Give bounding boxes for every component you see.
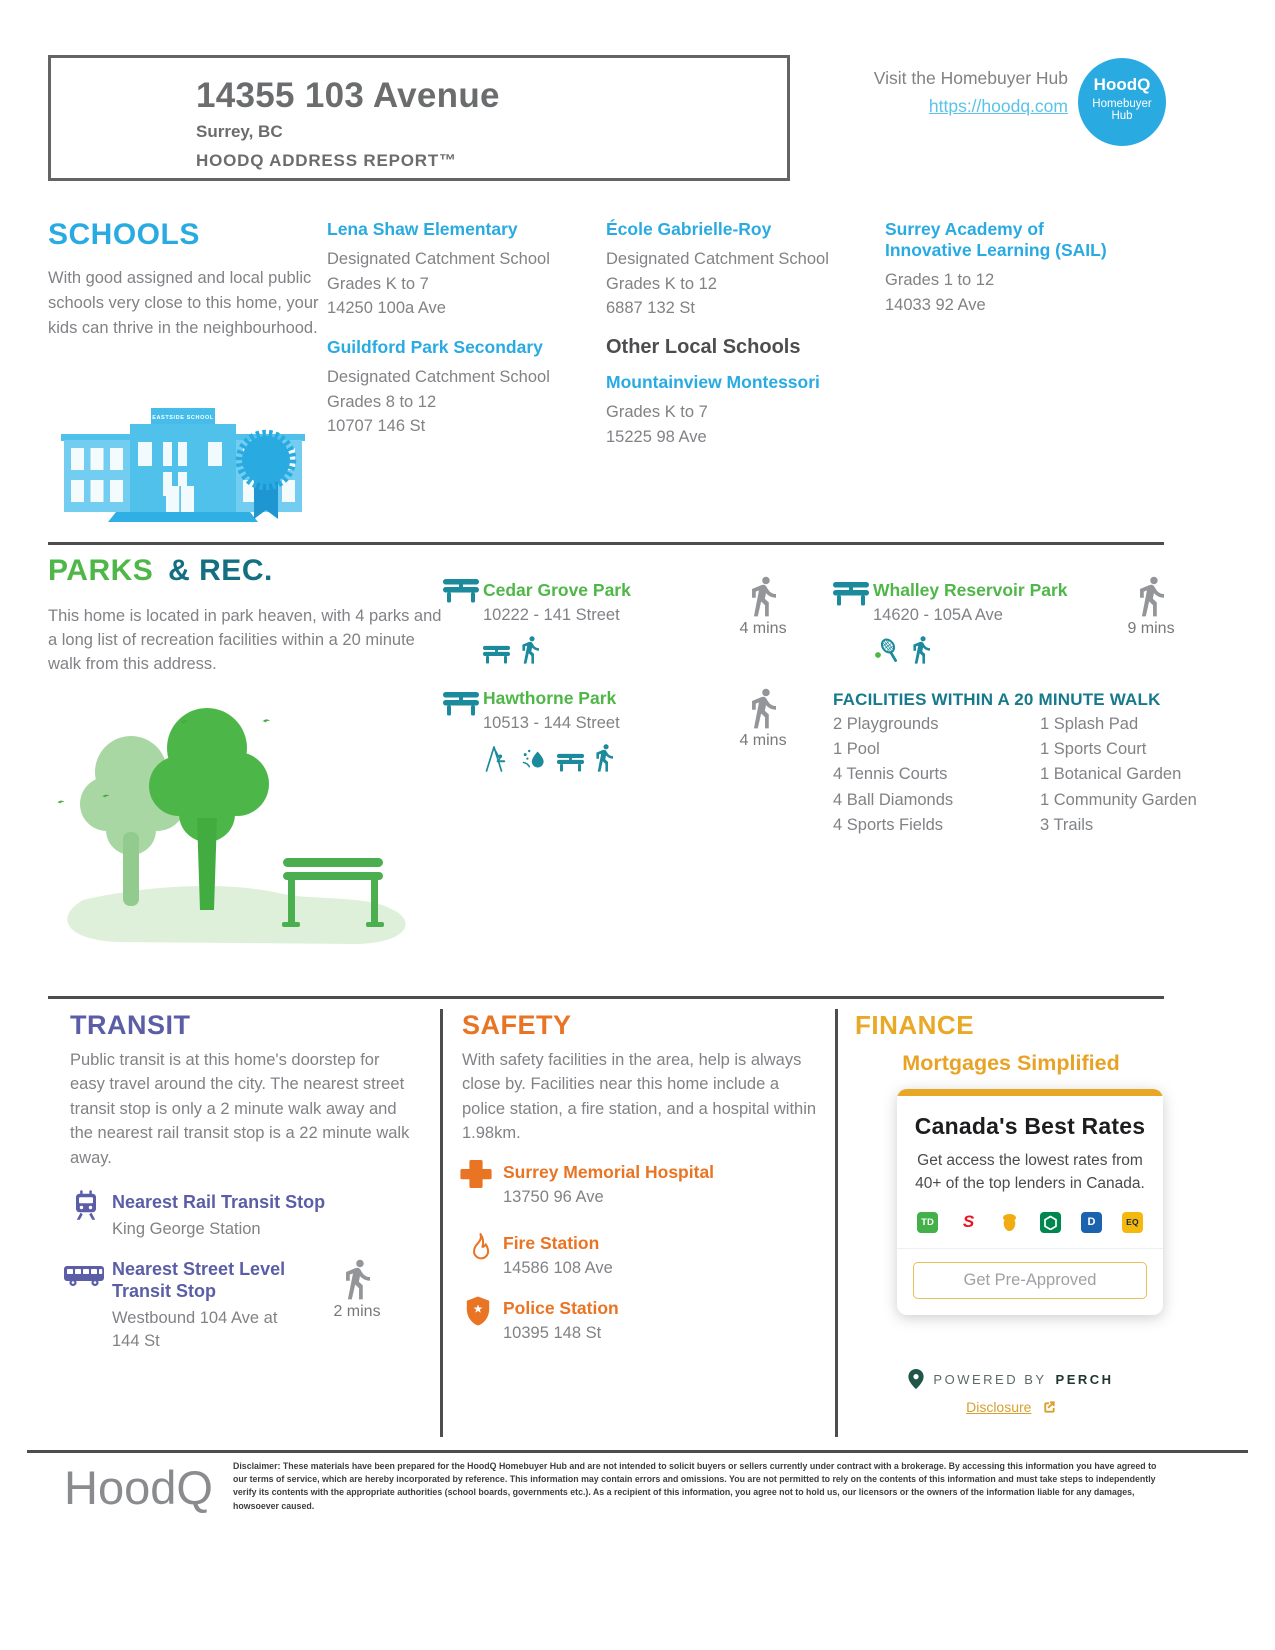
mortgage-rates-card — [897, 1089, 1163, 1315]
report-title: HOODQ ADDRESS REPORT™ — [196, 151, 457, 170]
school-entry-ecole-gabrielle-roy — [606, 219, 876, 321]
blue-d-lender-logo-icon: D — [1081, 1212, 1102, 1233]
pre-approved-button-area — [897, 1248, 1163, 1315]
fire-flame-icon — [467, 1231, 493, 1273]
homebuyer-hub-callout — [800, 68, 1068, 117]
rates-card-body: Get access the lowest rates from 40+ of the top lenders in Canada. — [915, 1152, 1145, 1193]
location-pin-icon — [908, 1369, 924, 1389]
external-link-icon — [1042, 1400, 1056, 1414]
park-address: 10513 - 144 Street — [483, 714, 620, 732]
park-name: Hawthorne Park — [483, 688, 617, 708]
park-bench-marker-icon — [443, 691, 479, 721]
facility-item: 1 Sports Court — [1040, 740, 1147, 759]
park-features — [483, 742, 723, 772]
facilities-heading: FACILITIES WITHIN A 20 MINUTE WALK — [833, 690, 1161, 709]
facilities-list-col1 — [833, 712, 953, 838]
facility-item: 1 Community Garden — [1040, 790, 1197, 809]
badge-line2: Homebuyer — [1092, 98, 1152, 110]
park-name: Whalley Reservoir Park — [873, 580, 1068, 600]
perch-brand: PERCH — [1055, 1371, 1114, 1387]
street-transit-stop — [112, 1258, 300, 1353]
rates-card-heading: Canada's Best Rates — [914, 1113, 1146, 1139]
school-grades: Grades K to 7 — [606, 403, 708, 421]
walk-time-street-stop — [328, 1258, 386, 1321]
walking-person-icon — [344, 1258, 370, 1300]
school-address: 14250 100a Ave — [327, 299, 446, 317]
rail-stop-label: Nearest Rail Transit Stop — [112, 1192, 326, 1212]
facility-item: 1 Botanical Garden — [1040, 765, 1182, 784]
school-type: Designated Catchment School — [327, 250, 550, 268]
footer-disclaimer: Disclaimer: These materials have been prepared for the HoodQ Homebuyer Hub and are not intended to solicit buyers or sellers currently under contract with a brokerage. By accessing this information you have agreed to our terms of service, which are hereby incorporated by reference. This information may contain errors and omissions. You are not permitted to rely on the contents of this information and must take steps to independently verify its contents with the appropriate authorities (school boards, governments etc.). As a recipient of this information, you agree not to hold us, our licensors or the owners of the information liable for any damages, howsoever caused. — [233, 1461, 1157, 1511]
walk-time-cedar-grove — [734, 575, 792, 638]
facility-item: 1 Splash Pad — [1040, 715, 1139, 733]
finance-section-title: FINANCE — [855, 1010, 975, 1040]
school-entry-guildford-park — [327, 337, 597, 439]
school-entry-mountainview — [606, 372, 876, 449]
schools-section-title: SCHOOLS — [48, 218, 200, 251]
badge-line3: Hub — [1111, 110, 1133, 122]
facility-item: 4 Sports Fields — [833, 815, 944, 834]
safety-facility-address: 13750 96 Ave — [503, 1188, 604, 1206]
walk-time-hawthorne — [734, 687, 792, 750]
safety-section-title: SAFETY — [462, 1010, 572, 1040]
award-starburst-icon — [242, 436, 290, 484]
splash-pad-icon — [520, 746, 546, 772]
visit-hub-text: Visit the Homebuyer Hub — [873, 68, 1068, 88]
facilities-list-col2 — [1040, 712, 1197, 838]
school-entry-sail — [885, 219, 1133, 317]
safety-entry-hospital — [503, 1162, 783, 1207]
powered-by-perch — [855, 1369, 1167, 1389]
parks-intro: This home is located in park heaven, with 4 parks and a long list of recreation facilities within a 20 minute walk from this address. — [48, 607, 442, 673]
safety-facility-name: Surrey Memorial Hospital — [503, 1162, 715, 1182]
school-building-icon — [58, 398, 308, 522]
walking-person-icon — [1138, 575, 1164, 617]
hoodq-logo: HoodQ — [64, 1461, 213, 1514]
card-accent-bar — [897, 1089, 1163, 1096]
park-illustration — [55, 700, 420, 953]
safety-intro: With safety facilities in the area, help is always close by. Facilities near this home include a police station, a fire station, and a hospital within 1.98km. — [462, 1051, 817, 1143]
td-bank-logo-icon: TD — [917, 1212, 938, 1233]
school-name: Guildford Park Secondary — [327, 337, 543, 357]
column-divider — [835, 1009, 838, 1437]
walk-time-label: 2 mins — [333, 1303, 381, 1320]
hiker-icon — [521, 635, 539, 664]
safety-entry-police — [503, 1298, 783, 1343]
column-divider — [440, 1009, 443, 1437]
street-stop-value: Westbound 104 Ave at 144 St — [112, 1309, 278, 1350]
safety-facility-address: 10395 148 St — [503, 1324, 602, 1342]
park-address: 14620 - 105A Ave — [873, 606, 1003, 624]
park-address: 10222 - 141 Street — [483, 606, 620, 624]
school-address: 14033 92 Ave — [885, 295, 986, 314]
walk-time-label: 4 mins — [739, 732, 787, 749]
swing-playground-icon — [483, 744, 509, 772]
parks-section-title — [48, 554, 273, 588]
address-header-box — [48, 55, 790, 181]
property-city: Surrey, BC — [196, 122, 283, 141]
school-grades: Grades K to 12 — [606, 274, 717, 293]
school-sign-text: EASTSIDE SCHOOL — [152, 415, 214, 421]
hiker-icon — [912, 635, 930, 664]
parks-title-secondary: & REC. — [168, 554, 273, 587]
school-building-illustration — [58, 398, 308, 527]
facility-item: 1 Pool — [833, 740, 880, 759]
walking-person-icon — [750, 687, 776, 729]
park-bench-marker-icon — [443, 578, 479, 608]
facility-item: 4 Tennis Courts — [833, 765, 948, 784]
section-divider — [48, 996, 1164, 999]
school-entry-lena-shaw — [327, 219, 597, 321]
bench-icon — [483, 645, 510, 664]
hospital-cross-icon — [458, 1156, 494, 1197]
school-name: Mountainview Montessori — [606, 372, 820, 392]
tennis-icon — [873, 637, 901, 664]
walk-time-whalley — [1122, 575, 1180, 638]
get-pre-approved-button[interactable]: Get Pre-Approved — [913, 1262, 1147, 1299]
school-address: 15225 98 Ave — [606, 427, 707, 446]
school-name: Lena Shaw Elementary — [327, 219, 518, 239]
park-entry-hawthorne — [483, 688, 723, 772]
school-name: Surrey Academy of Innovative Learning (SAIL) — [885, 219, 1107, 260]
school-grades: Grades 8 to 12 — [327, 392, 437, 411]
park-trees-bench-illustration — [55, 700, 420, 948]
park-features — [873, 634, 1123, 664]
safety-facility-name: Fire Station — [503, 1233, 600, 1253]
lender-logos-row — [917, 1212, 1143, 1233]
rail-stop-value: King George Station — [112, 1220, 261, 1238]
school-type: Designated Catchment School — [327, 368, 550, 386]
transit-intro: Public transit is at this home's doorstep for easy travel around the city. The nearest street transit stop is only a 2 minute walk away and the nearest rail transit stop is a 22 minute walk away. — [70, 1051, 410, 1167]
school-type: Designated Catchment School — [606, 250, 829, 268]
safety-entry-fire — [503, 1233, 783, 1278]
school-address: 10707 146 St — [327, 417, 426, 435]
bus-transit-icon — [64, 1262, 104, 1293]
gold-acorn-lender-logo-icon — [999, 1212, 1020, 1233]
section-divider — [48, 542, 1164, 545]
scotiabank-logo-icon: S — [958, 1212, 979, 1233]
safety-facility-name: Police Station — [503, 1298, 619, 1318]
walk-time-label: 4 mins — [739, 620, 787, 637]
badge-brand: HoodQ — [1093, 75, 1151, 94]
hoodq-homebuyer-hub-badge — [1078, 58, 1166, 146]
school-grades: Grades K to 7 — [327, 274, 429, 293]
safety-facility-address: 14586 108 Ave — [503, 1259, 613, 1277]
facility-item: 4 Ball Diamonds — [833, 790, 954, 809]
rail-transit-stop — [112, 1191, 372, 1241]
eq-bank-logo-icon: EQ — [1122, 1212, 1143, 1233]
school-name: École Gabrielle-Roy — [606, 219, 772, 239]
street-stop-label: Nearest Street Level Transit Stop — [112, 1259, 286, 1301]
powered-by-text: POWERED BY — [933, 1371, 1047, 1387]
transit-section-title: TRANSIT — [70, 1010, 191, 1040]
disclosure-row — [855, 1399, 1167, 1417]
facility-item: 3 Trails — [1040, 815, 1094, 834]
schools-intro: With good assigned and local public schools very close to this home, your kids can thrive in the neighbourhood. — [48, 269, 319, 337]
police-shield-icon — [463, 1295, 493, 1336]
school-grades: Grades 1 to 12 — [885, 271, 995, 289]
green-hexagon-lender-logo-icon — [1040, 1212, 1061, 1233]
school-address: 6887 132 St — [606, 299, 695, 317]
finance-tagline: Mortgages Simplified — [902, 1051, 1120, 1075]
park-name: Cedar Grove Park — [483, 580, 631, 600]
walking-person-icon — [750, 575, 776, 617]
rail-transit-icon — [74, 1190, 98, 1226]
other-local-schools-heading: Other Local Schools — [606, 336, 801, 358]
park-bench-marker-icon — [833, 581, 869, 611]
parks-title-primary: PARKS — [48, 554, 154, 587]
facility-item: 2 Playgrounds — [833, 715, 939, 733]
disclosure-link[interactable]: Disclosure — [966, 1399, 1032, 1415]
walk-time-label: 9 mins — [1127, 620, 1175, 637]
park-entry-whalley-reservoir — [873, 580, 1123, 664]
bench-icon — [557, 753, 584, 772]
homebuyer-hub-link[interactable]: https://hoodq.com — [928, 96, 1068, 116]
property-address: 14355 103 Avenue — [196, 76, 500, 115]
park-features — [483, 634, 723, 664]
footer-divider — [27, 1450, 1248, 1453]
hiker-icon — [595, 743, 613, 772]
park-entry-cedar-grove — [483, 580, 723, 664]
